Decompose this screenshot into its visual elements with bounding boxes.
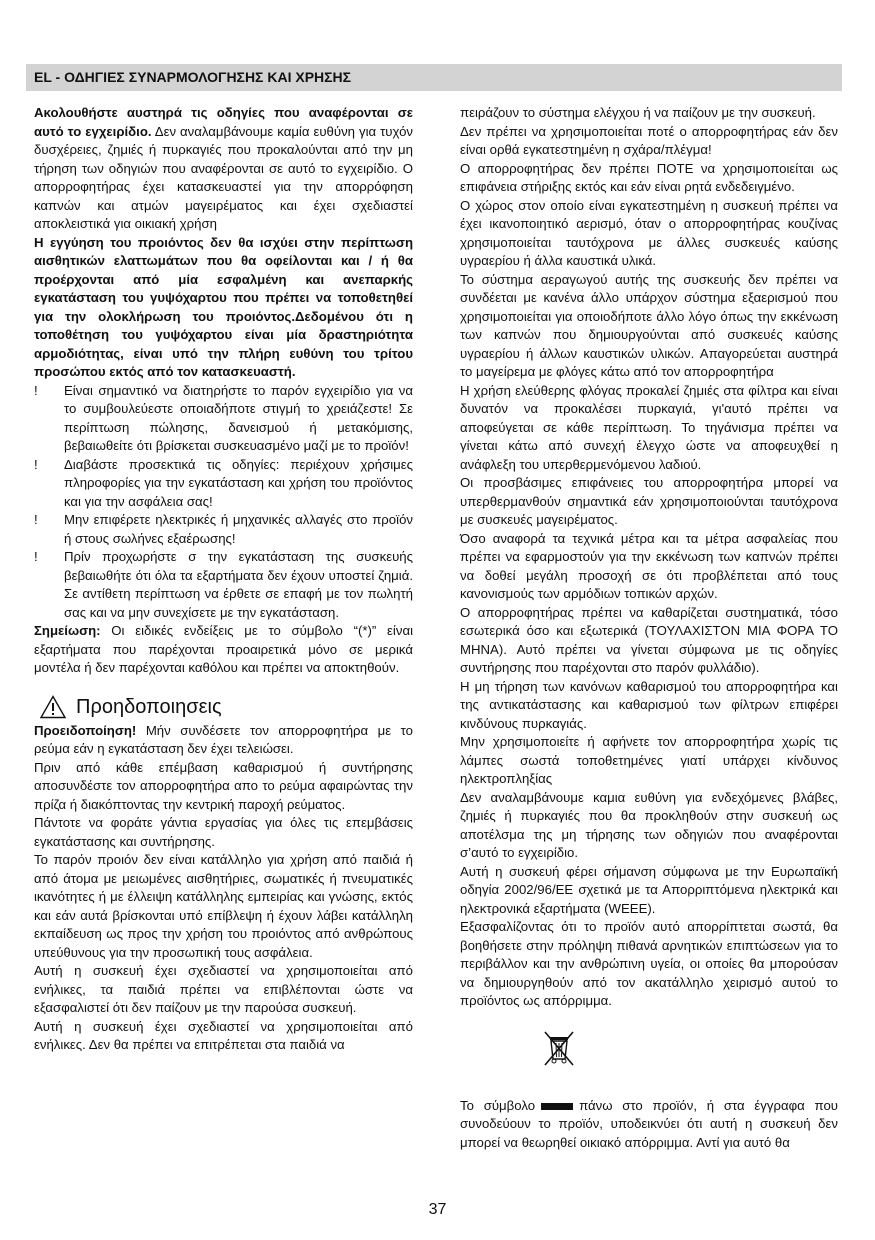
crossed-bin-icon xyxy=(542,1029,576,1069)
exclamation-mark: ! xyxy=(34,456,38,472)
body-paragraph: Αυτή η συσκευή έχει σχεδιαστεί να χρησιμοποιείται από ενήλικες. Δεν θα πρέπει να επιτρέπεται στα παιδιά να xyxy=(34,1018,413,1052)
body-paragraph: Δεν αναλαμβάνουμε καμια ευθύνη για ενδεχόμενες βλάβες, ζημιές ή πυρκαγιές που θα προκληθούν στην συσκευή ως αποτέλσμα της μη τήρησης των οδηγιών που αναφέρονται σ’αυτό το εγχειρίδιο. xyxy=(460,789,838,860)
body-paragraph: Η χρήση ελεύθερης φλόγας προκαλεί ζημιές στα φίλτρα και είναι δυνατόν να προκαλέσει πυρκαγιά, γι'αυτό πρέπει να αποφεύγεται σε κάθε περίπτωση. Το τηγάνισμα πρέπει να γίνεται κάτω από συνεχή έλεγχο ώστε να αποφευχθεί η ανάφλεξη του υπερθερμενόμενου λαδιού. xyxy=(460,382,838,472)
body-paragraph: Αυτή η συσκευή φέρει σήμανση σύμφωνα με την Ευρωπαϊκή οδηγία 2002/96/ΕΕ σχετικά με τα Απορριπτόμενα ηλεκτρικά και ηλεκτρονικά εξαρτήματα (WEEE). xyxy=(460,863,838,916)
body-paragraph: Το σύστημα αεραγωγού αυτής της συσκευής δεν πρέπει να συνδέεται με κανένα άλλο υπάρχον σύστημα εξαερισμού που χρησιμοποιείται για οποιοδήποτε άλλο λόγο όπως την εκκένωση των καπνών που δημιουργούνται από συσκευές καύσης υγραερίου ή άλλων καυστικών υλικών. Απαγορεύεται αυστηρά το μαγείρεμα με φλόγες κάτω από τον απορροφητήρα xyxy=(460,271,838,379)
note-text: Οι ειδικές ενδείξεις με το σύμβολο “(*)” είναι εξαρτήματα που παρέχονται προαιρετικά μόνο σε μερικά μοντέλα ή δεν παρέχονται καθόλου και πρέπει να αποκτηθούν. xyxy=(34,623,413,675)
warranty-paragraph: Η εγγύηση του προιόντος δεν θα ισχύει στην περίπτωση αισθητικών ελαττωμάτων που θα οφείλονται και / ή θα προέρχονται από μία εσφαλμένη και ανεπαρκής εγκατάσταση του γυψόχαρτου που πρέπει να τοποθετηθεί για την ολοκλήρωση του προιόντος.Δεδομένου ότι η τοποθέτηση του γυψόχαρτου είναι μία δραστηριότητα αρμοδιότητας, είναι υπό την πλήρη ευθύνη του τρίτου προσώπου εκτός από τον κατασκευαστή. xyxy=(34,234,413,379)
exclamation-mark: ! xyxy=(34,549,38,564)
body-paragraph: Μην χρησιμοποιείτε ή αφήνετε τον απορροφητήρα χωρίς τις λάμπες σωστά τοποθετημένες γιατί υπάρχει κίνδυνος ηλεκτροπληξίας xyxy=(460,734,838,786)
bullet-text: Μην επιφέρετε ηλεκτρικές ή μηχανικές αλλαγές στο προϊόν ή στους σωλήνες εξαέρωσης! xyxy=(64,512,413,546)
bullet-item xyxy=(34,511,413,548)
warnings-title: Προηδοποιησεις xyxy=(76,695,222,718)
body-paragraph: Πάντοτε να φοράτε γάντια εργασίας για όλες τις επεμβάσεις εγκατάστασης και συντήρησης. xyxy=(34,815,413,849)
weee-symbol-area xyxy=(460,1011,838,1097)
intro-bold: Ακολουθήστε αυστηρά τις οδηγίες που αναφέρονται σε αυτό το εγχειρίδιο. xyxy=(34,105,413,139)
black-bar-symbol xyxy=(541,1103,573,1110)
bullet-item xyxy=(34,548,413,622)
note-paragraph xyxy=(34,622,413,678)
bullet-text: Πρίν προχωρήστε σ την εγκατάσταση της συσκευής βεβαιωθήτε ότι όλα τα εξαρτήματα δεν έχουν υποστεί ζημιά. Σε αντίθετη περίπτωση να έρθετε σε επαφή με τον πωλητή σας και να μην συνεχίσετε με την εγκατάσταση. xyxy=(64,549,413,620)
warning-paragraph xyxy=(34,722,413,759)
bullet-item xyxy=(34,456,413,512)
intro-paragraph xyxy=(34,104,413,234)
body-paragraph: Οι προσβάσιμες επιφάνειες του απορροφητήρα μπορεί να υπερθερμανθούν σημαντικά εάν χρησιμοποιούνται ταυτόχρονα με συσκευές μαγειρέματος. xyxy=(460,475,838,527)
body-paragraph: Το παρόν προιόν δεν είναι κατάλληλο για χρήση από παιδιά ή από άτομα με μειωμένες αισθητήριες, σωματικές ή πνευματικές ικανότητες ή με έλλειψη κατάλληλης εμπειρίας και γνώσης, εκτός και εάν αυτά βρίσκονται υπό επίβλεψη ή έχουν λάβει κατάλληλη εκπαίδευση ως προς την χρήση του προιόντος από ανθρώπους υπεύθυνους για την προσωπική τους ασφάλεια. xyxy=(34,852,413,960)
section-header: EL - ΟΔΗΓΙΕΣ ΣΥΝΑΡΜΟΛΟΓΗΣΗΣ ΚΑΙ ΧΡΗΣΗΣ xyxy=(26,64,842,91)
warning-text: Μήν συνδέσετε τον απορροφητήρα με το ρεύμα εάν η εγκατάσταση δεν έχει τελειώσει. xyxy=(34,722,413,756)
symbol-text-after: πάνω στο προϊόν, ή στα έγγραφα που συνοδεύουν το προϊόν, υποδεικνύει ότι αυτή η συσκευή δεν μπορεί να θεωρηθεί οικιακό απόρριμμα. Αντί για αυτό θα xyxy=(460,1097,838,1150)
body-paragraph: Ο απορροφητήρας πρέπει να καθαρίζεται συστηματικά, τόσο εσωτερικά όσο και εξωτερικά (ΤΟΥΛΑΧΙΣΤΟΝ ΜΙΑ ΦΟΡΑ ΤΟ ΜΗΝΑ). Αυτό πρέπει να γίνεται σύμφωνα με τις οδηγίες συντήρησης που παρέχονται στο παρόν φυλλάδιο). xyxy=(460,604,838,675)
body-paragraph: Όσο αναφορά τα τεχνικά μέτρα και τα μέτρα ασφαλείας που πρέπει να εφαρμοστούν για την εκκένωση των καπνών πρέπει να δοθεί μεγάλη προσοχή σε ότι προβλέπεται από τους κανονισμούς των αρμόδιων τοπικών αρχών. xyxy=(460,530,838,601)
body-paragraph: Αυτή η συσκευή έχει σχεδιαστεί να χρησιμοποιείται από ενήλικες, τα παιδιά πρέπει να επιβλέπονται ώστε να εξασφαλιστεί ότι δεν παίζουν με την παρούσα συσκευή. xyxy=(34,963,413,1015)
left-column xyxy=(34,104,413,1055)
warning-triangle-icon xyxy=(40,695,66,719)
right-column xyxy=(460,104,838,1152)
page-number: 37 xyxy=(428,1201,447,1218)
bullet-text: Διαβάστε προσεκτικά τις οδηγίες: περιέχουν χρήσιμες πληροφορίες για την εγκατάσταση και χρήση του προϊόντος και για την ασφάλεια σας! xyxy=(64,456,413,509)
body-paragraph: Η μη τήρηση των κανόνων καθαρισμού του απορροφητήρα και της αντικατάστασης και καθαρισμού των φίλτρων επιφέρει κινδύνους πυρκαγιάς. xyxy=(460,678,838,731)
symbol-text-before: Το σύμβολο xyxy=(460,1097,536,1113)
bullet-item xyxy=(34,382,413,456)
body-paragraph: Ο απορροφητήρας δεν πρέπει ΠΟΤΕ να χρησιμοποιείται ως επιφάνεια στήριξης εκτός και εάν είναι ρητά ενδεδειγμένο. xyxy=(460,160,838,194)
body-paragraph: Δεν πρέπει να χρησιμοποιείται ποτέ ο απορροφητήρας εάν δεν είναι ορθά εγκατεστημένη η σχάρα/πλέγμα! xyxy=(460,123,838,157)
warnings-heading xyxy=(40,694,413,720)
note-label: Σημείωση: xyxy=(34,623,101,638)
body-paragraph: Ο χώρος στον οποίο είναι εγκατεστημένη η συσκευή πρέπει να έχει ικανοποιητικό αερισμό, όταν ο απορροφητήρας κουζίνας χρησιμοποιείται ταυτόχρονα με άλλες συσκευές καύσης υγραερίου ή άλλα καυστικά υλικά. xyxy=(460,197,838,268)
body-paragraph: πειράζουν το σύστημα ελέγχου ή να παίζουν με την συσκευή. xyxy=(460,105,816,120)
exclamation-mark: ! xyxy=(34,512,38,527)
warning-label: Προειδοποίηση! xyxy=(34,722,137,738)
bullet-text: Είναι σημαντικό να διατηρήστε το παρόν εγχειρίδιο για να το συμβουλεύεστε οποιαδήποτε στιγμή το χρειάζεστε! Σε περίπτωση πώλησης, δανεισμού ή μετακόμισης, βεβαιωθείτε ότι βρίσκεται συσκευασμένο μαζί με το προϊόν! xyxy=(64,382,413,453)
symbol-paragraph xyxy=(460,1097,838,1153)
body-paragraph: Πριν από κάθε επέμβαση καθαρισμού ή συντήρησης αποσυνδέστε τον απορροφητήρα απο το ρεύμα αφαιρώντας την πρίζα ή διακόπτοντας την κεντρική παροχή ρεύματος. xyxy=(34,759,413,812)
exclamation-mark: ! xyxy=(34,382,38,398)
intro-text: Δεν αναλαμβάνουμε καμία ευθύνη για τυχόν δυσχέρειες, ζημιές ή πυρκαγιές που προκαλούνται από την μη τήρηση των οδηγιών που αναφέρονται σε αυτό το εγχειρίδιο. Ο απορροφητήρας έχει κατασκευαστεί για την απορρόφηση καπνών και ατμών μαγειρέματος και έχει σχεδιαστεί αποκλειστικά για οικιακή χρήση xyxy=(34,123,413,231)
body-paragraph: Εξασφαλίζοντας ότι το προϊόν αυτό απορρίπτεται σωστά, θα βοηθήσετε στην πρόληψη πιθανά αρνητικών επιπτώσεων για το περιβάλλον και την ανθρώπινη υγεία, οι οποίες θα μπορούσαν να δημιουργηθούν από τον ακατάλληλο χειρισμό αυτού το προϊόντος ως απόρριμμα. xyxy=(460,919,838,1008)
